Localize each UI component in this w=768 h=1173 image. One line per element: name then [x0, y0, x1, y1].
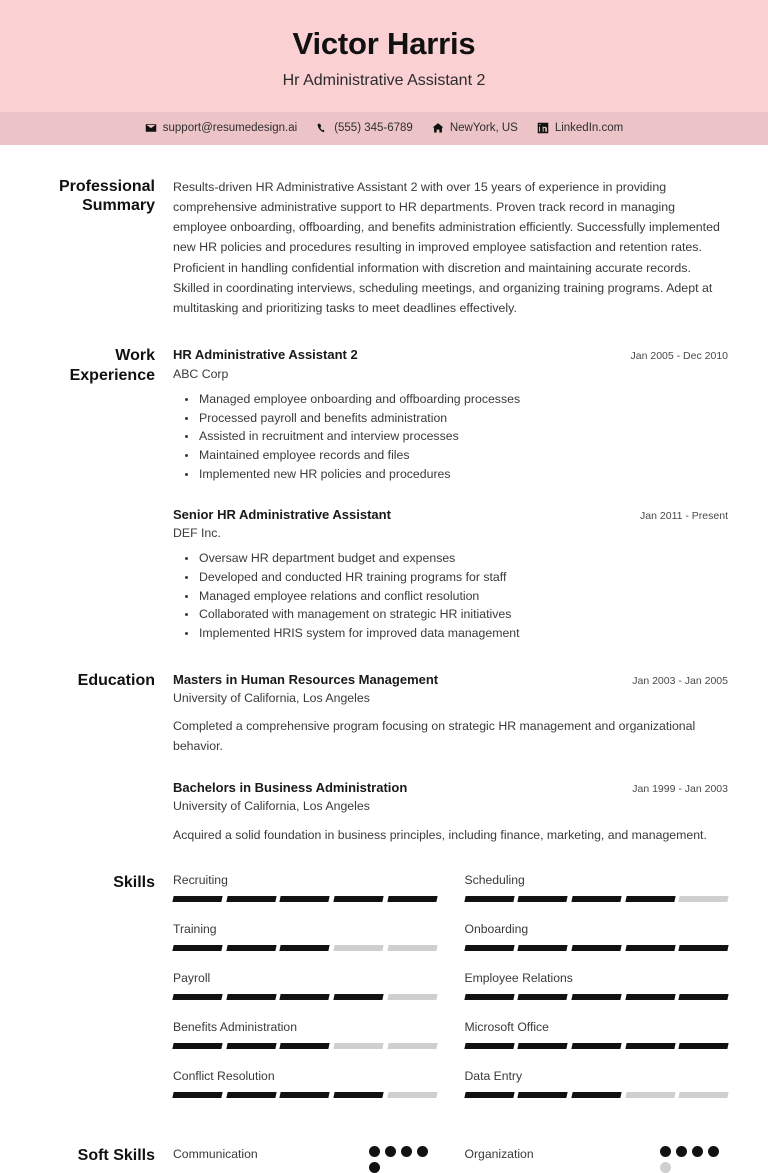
skills-grid	[173, 873, 728, 1117]
skill-level-segment	[571, 945, 621, 951]
section-label-skills: Skills	[113, 874, 155, 892]
list-item: Processed payroll and benefits administration	[199, 409, 728, 428]
education-entry-description: Completed a comprehensive program focusing on strategic HR management and organizational behavior.	[173, 719, 696, 754]
soft-skill-level-dot	[369, 1146, 380, 1157]
work-entry-title: HR Administrative Assistant 2	[173, 347, 358, 363]
skill-level-segment	[518, 945, 568, 951]
list-item: Oversaw HR department budget and expenses	[199, 549, 728, 568]
contact-email[interactable]	[145, 122, 297, 134]
soft-skill-item	[465, 1146, 729, 1173]
skill-level-bar	[465, 945, 729, 951]
contact-linkedin[interactable]	[537, 122, 623, 134]
skill-level-segment	[280, 1043, 330, 1049]
skill-level-segment	[387, 1092, 437, 1098]
skill-level-bar	[465, 896, 729, 902]
soft-skill-level-dot	[417, 1146, 428, 1157]
contact-linkedin-text: LinkedIn.com	[554, 122, 624, 135]
list-item: Assisted in recruitment and interview processes	[199, 427, 728, 446]
skill-name: Recruiting	[173, 873, 228, 888]
skill-name: Payroll	[173, 970, 211, 985]
education-entry	[173, 671, 728, 757]
work-entry-title: Senior HR Administrative Assistant	[173, 506, 391, 522]
list-item: Developed and conducted HR training programs for staff	[199, 568, 728, 587]
skill-level-bar	[173, 994, 437, 1000]
skill-level-segment	[280, 1092, 330, 1098]
work-entry	[173, 346, 728, 483]
skill-level-segment	[226, 1092, 276, 1098]
work-entry-bullets	[173, 549, 728, 642]
skill-level-segment	[172, 1043, 222, 1049]
skill-name: Onboarding	[464, 922, 529, 937]
education-entry-school: University of California, Los Angeles	[173, 799, 370, 814]
work-entry-date: Jan 2005 - Dec 2010	[630, 350, 728, 363]
soft-skill-level-dot	[692, 1146, 703, 1157]
list-item: Collaborated with management on strategic HR initiatives	[199, 605, 728, 624]
skill-level-segment	[464, 896, 514, 902]
soft-skill-level-dot	[676, 1146, 687, 1157]
list-item: Managed employee onboarding and offboarding processes	[199, 390, 728, 409]
section-label-soft-skills: Soft Skills	[77, 1146, 155, 1164]
skill-item	[173, 922, 437, 971]
skill-level-segment	[625, 1043, 675, 1049]
skill-level-segment	[172, 896, 222, 902]
linkedin-icon	[537, 122, 549, 134]
skill-level-segment	[571, 1043, 621, 1049]
skill-level-bar	[465, 1092, 729, 1098]
skill-level-segment	[679, 945, 729, 951]
soft-skill-level-dot	[660, 1162, 671, 1173]
soft-skills-grid	[173, 1146, 728, 1173]
soft-skill-level-dot	[385, 1146, 396, 1157]
skill-level-bar	[173, 896, 437, 902]
skill-level-segment	[464, 994, 514, 1000]
skill-level-segment	[571, 896, 621, 902]
skill-name: Data Entry	[464, 1068, 523, 1083]
skill-item	[465, 1069, 729, 1118]
education-entry-degree: Masters in Human Resources Management	[173, 671, 439, 687]
skill-level-bar	[173, 1092, 437, 1098]
resume-header	[0, 0, 768, 112]
work-entry-company: DEF Inc.	[173, 526, 221, 541]
soft-skill-level-dot	[369, 1162, 380, 1173]
skill-name: Conflict Resolution	[173, 1068, 275, 1083]
skill-item	[465, 971, 729, 1020]
skill-level-segment	[333, 1092, 383, 1098]
education-entry-date: Jan 1999 - Jan 2003	[632, 782, 728, 795]
section-label-work: Work Experience	[69, 347, 155, 384]
section-label-education: Education	[77, 671, 155, 689]
skill-item	[465, 873, 729, 922]
skill-level-segment	[387, 1043, 437, 1049]
skill-level-segment	[679, 994, 729, 1000]
skill-level-bar	[465, 994, 729, 1000]
skill-level-bar	[465, 1043, 729, 1049]
skill-level-segment	[387, 994, 437, 1000]
work-entry-company: ABC Corp	[173, 366, 229, 381]
phone-icon	[316, 122, 328, 134]
skill-level-segment	[387, 945, 437, 951]
skill-item	[173, 873, 437, 922]
section-label-summary: Professional Summary	[58, 177, 155, 215]
skill-level-segment	[464, 1092, 514, 1098]
resume-body	[0, 145, 768, 1173]
candidate-name: Victor Harris	[292, 26, 476, 61]
education-entry-description: Acquired a solid foundation in business principles, including finance, marketing, and management.	[173, 827, 707, 842]
education-entry-school: University of California, Los Angeles	[173, 691, 370, 706]
contact-location[interactable]	[432, 122, 518, 134]
skill-level-segment	[280, 896, 330, 902]
section-professional-summary	[40, 145, 728, 319]
skill-name: Training	[173, 922, 217, 937]
section-soft-skills	[40, 1118, 728, 1173]
skill-level-segment	[333, 896, 383, 902]
skill-level-segment	[625, 945, 675, 951]
education-entry-date: Jan 2003 - Jan 2005	[632, 674, 728, 687]
skill-item	[173, 971, 437, 1020]
skill-level-segment	[571, 994, 621, 1000]
list-item: Implemented new HR policies and procedures	[199, 465, 728, 484]
soft-skill-level-dot	[708, 1146, 719, 1157]
skill-item	[173, 1020, 437, 1069]
skill-level-segment	[226, 896, 276, 902]
list-item: Managed employee relations and conflict resolution	[199, 587, 728, 606]
skill-level-segment	[387, 896, 437, 902]
skill-level-segment	[226, 1043, 276, 1049]
skill-level-segment	[172, 945, 222, 951]
section-work-experience	[40, 318, 728, 642]
section-skills	[40, 845, 728, 1117]
education-entry	[173, 779, 728, 845]
candidate-job-title: Hr Administrative Assistant 2	[282, 71, 486, 89]
skill-level-segment	[226, 945, 276, 951]
summary-text: Results-driven HR Administrative Assistant 2 with over 15 years of experience in providing comprehensive administrative support to HR departments. Proven track record in managing employee onboarding, offboarding, and benefits administration efficiently. Successfully implemented new HR policies and procedures resulting in improved employee satisfaction and retention rates. Proficient in handling confidential information with discretion and maintaining accurate records. Skilled in coordinating interviews, scheduling meetings, and organizing training programs. Adept at multitasking and prioritizing tasks to meet deadlines effectively.	[173, 179, 720, 316]
skill-level-segment	[625, 1092, 675, 1098]
soft-skill-item	[173, 1146, 437, 1173]
list-item: Maintained employee records and files	[199, 446, 728, 465]
soft-skill-level-dot	[401, 1146, 412, 1157]
skill-level-bar	[173, 1043, 437, 1049]
soft-skill-level-dot	[660, 1146, 671, 1157]
skill-level-segment	[464, 1043, 514, 1049]
contact-phone-text: (555) 345-6789	[334, 122, 413, 135]
skill-level-segment	[518, 1092, 568, 1098]
soft-skill-level-dots	[369, 1146, 437, 1173]
soft-skill-level-dots	[660, 1146, 728, 1173]
work-entry-date: Jan 2011 - Present	[640, 509, 728, 522]
skill-name: Microsoft Office	[464, 1019, 549, 1034]
skill-item	[173, 1069, 437, 1118]
contact-email-text: support@resumedesign.ai	[162, 122, 298, 135]
work-entry	[173, 506, 728, 643]
skill-level-segment	[518, 994, 568, 1000]
skill-level-segment	[518, 896, 568, 902]
skill-item	[465, 922, 729, 971]
work-entry-bullets	[173, 390, 728, 483]
list-item: Implemented HRIS system for improved data management	[199, 624, 728, 643]
envelope-icon	[145, 122, 157, 134]
skill-level-segment	[172, 994, 222, 1000]
skill-level-segment	[464, 945, 514, 951]
skill-level-segment	[625, 896, 675, 902]
skill-level-segment	[679, 1092, 729, 1098]
soft-skill-name: Organization	[464, 1146, 534, 1161]
skill-level-bar	[173, 945, 437, 951]
skill-name: Benefits Administration	[173, 1019, 297, 1034]
education-entry-degree: Bachelors in Business Administration	[173, 779, 408, 795]
soft-skill-name: Communication	[173, 1146, 258, 1161]
skill-item	[465, 1020, 729, 1069]
skill-level-segment	[679, 1043, 729, 1049]
skill-level-segment	[280, 994, 330, 1000]
section-education	[40, 643, 728, 846]
contact-location-text: NewYork, US	[449, 122, 518, 135]
skill-level-segment	[333, 994, 383, 1000]
skill-name: Scheduling	[464, 873, 525, 888]
skill-level-segment	[226, 994, 276, 1000]
skill-level-segment	[280, 945, 330, 951]
skill-name: Employee Relations	[464, 970, 573, 985]
skill-level-segment	[333, 945, 383, 951]
contact-bar	[0, 112, 768, 145]
contact-phone[interactable]	[316, 122, 413, 134]
skill-level-segment	[333, 1043, 383, 1049]
skill-level-segment	[518, 1043, 568, 1049]
skill-level-segment	[679, 896, 729, 902]
home-icon	[432, 122, 444, 134]
skill-level-segment	[625, 994, 675, 1000]
skill-level-segment	[172, 1092, 222, 1098]
skill-level-segment	[571, 1092, 621, 1098]
